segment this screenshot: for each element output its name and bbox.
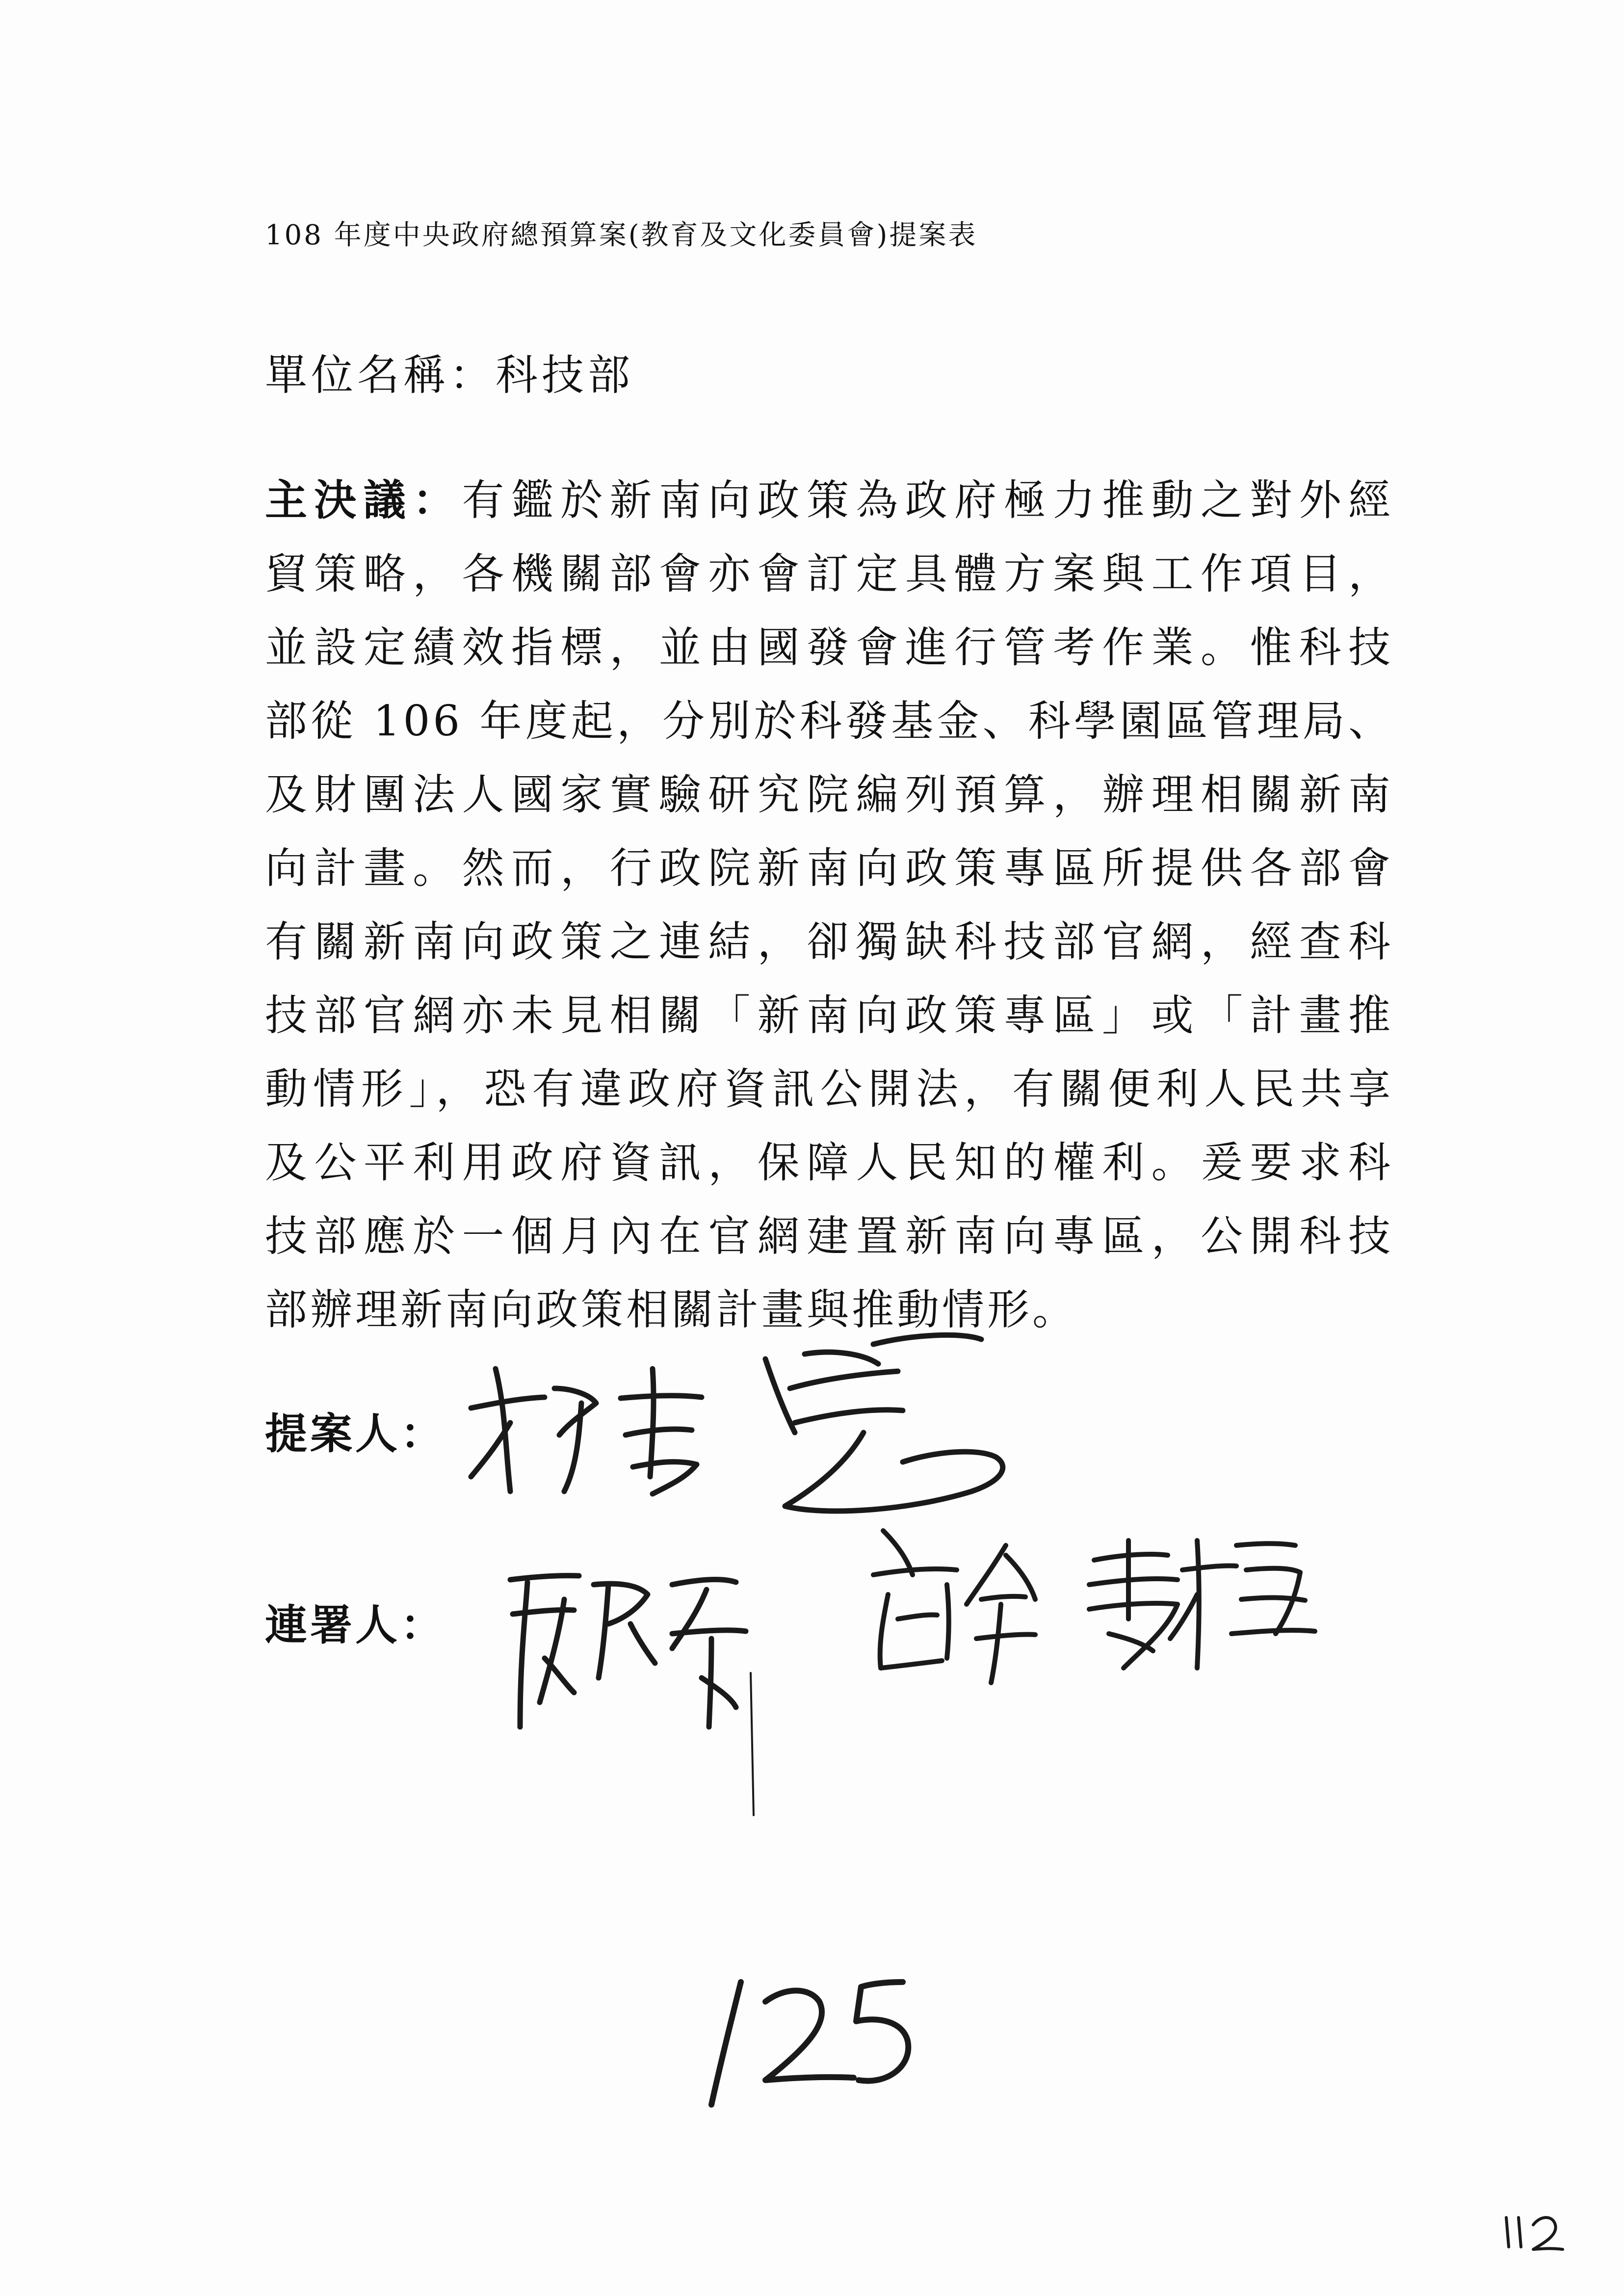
resolution-line: 及財團法人國家實驗研究院編列預算，辦理相關新南 (265, 770, 1393, 819)
resolution-line: 貿策略，各機關部會亦會訂定具體方案與工作項目， (265, 549, 1393, 599)
resolution-line: 技部官網亦未見相關「新南向政策專區」或「計畫推 (265, 991, 1393, 1040)
proposer-signature (471, 1335, 1003, 1511)
resolution-line: 動情形」，恐有違政府資訊公開法，有關便利人民共享 (265, 1065, 1393, 1114)
resolution-line: 部從 106 年度起，分別於科發基金、科學園區管理局、 (265, 697, 1393, 746)
resolution-line: 並設定績效指標，並由國發會進行管考作業。惟科技 (265, 623, 1393, 672)
main-resolution (265, 464, 1393, 1347)
proposer-label: 提案人： (265, 1409, 445, 1459)
cosigner-signature-2 (873, 1531, 1315, 1683)
cosigner-label: 連署人： (265, 1600, 445, 1650)
resolution-line-text: 有鑑於新南向政策為政府極力推動之對外經 (462, 476, 1394, 525)
resolution-line: 向計畫。然而，行政院新南向政策專區所提供各部會 (265, 844, 1393, 893)
resolution-line: 部辦理新南向政策相關計畫與推動情形。 (265, 1285, 1077, 1334)
handwritten-page-number (711, 1982, 908, 2105)
resolution-line: 技部應於一個月內在官網建置新南向專區，公開科技 (265, 1212, 1393, 1261)
resolution-label: 主決議： (265, 475, 462, 525)
document-title: 108 年度中央政府總預算案(教育及文化委員會)提案表 (265, 219, 978, 251)
resolution-line: 及公平利用政府資訊，保障人民知的權利。爰要求科 (265, 1138, 1393, 1187)
pen-mark (751, 1673, 754, 1815)
cosigner-signature-1 (510, 1576, 746, 1727)
unit-name-line: 單位名稱：科技部 (265, 351, 634, 400)
resolution-line: 有關新南向政策之連結，卻獨缺科技部官網，經查科 (265, 917, 1393, 966)
resolution-line (265, 464, 1393, 537)
handwritten-corner-number (1506, 2218, 1563, 2249)
